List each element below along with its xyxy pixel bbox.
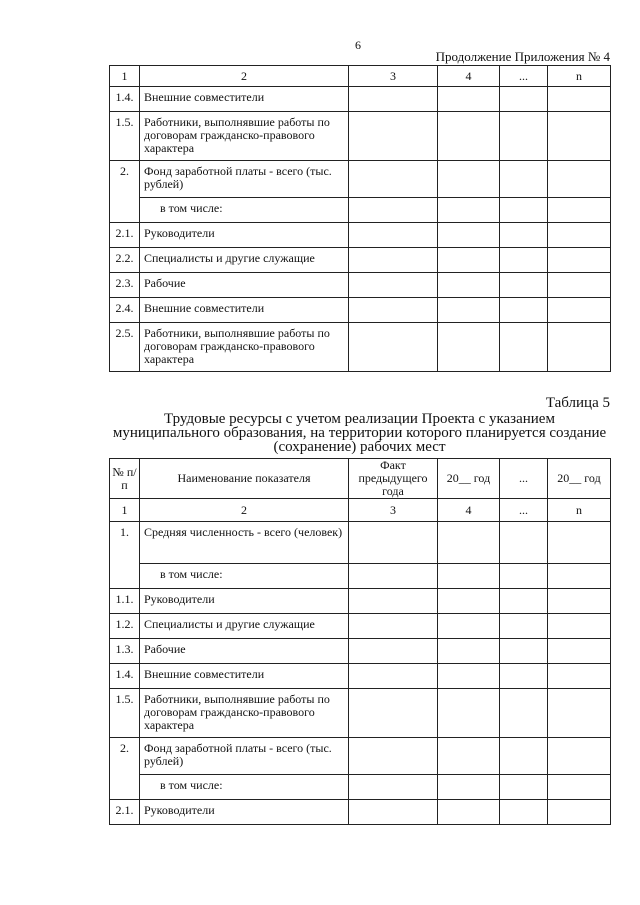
- table-5: [109, 458, 611, 825]
- value-cell: [500, 112, 548, 161]
- table-5-label: Таблица 5: [545, 395, 610, 411]
- value-cell: [349, 689, 438, 738]
- index-cell: ...: [500, 499, 548, 522]
- row-label: Руководители: [140, 223, 349, 248]
- header-cell: Наименование показателя: [140, 459, 349, 499]
- value-cell: [349, 198, 438, 223]
- row-label: Рабочие: [140, 639, 349, 664]
- value-cell: [548, 161, 611, 198]
- value-cell: [438, 223, 500, 248]
- value-cell: [548, 223, 611, 248]
- row-label: в том числе:: [140, 564, 349, 589]
- row-label: Внешние совместители: [140, 87, 349, 112]
- row-label: Средняя численность - всего (человек): [140, 522, 349, 564]
- value-cell: [438, 738, 500, 775]
- row-number: 1.3.: [110, 639, 140, 664]
- value-cell: [500, 248, 548, 273]
- row-number: 1.: [110, 522, 140, 589]
- value-cell: [500, 589, 548, 614]
- value-cell: [500, 614, 548, 639]
- value-cell: [500, 87, 548, 112]
- value-cell: [349, 775, 438, 800]
- value-cell: [500, 639, 548, 664]
- row-label: Специалисты и другие служащие: [140, 248, 349, 273]
- value-cell: [500, 323, 548, 372]
- row-number: 2.1.: [110, 800, 140, 825]
- value-cell: [349, 248, 438, 273]
- table-row: [110, 738, 611, 775]
- value-cell: [548, 112, 611, 161]
- value-cell: [500, 564, 548, 589]
- value-cell: [349, 273, 438, 298]
- table-row: [110, 273, 611, 298]
- value-cell: [548, 564, 611, 589]
- table-row: [110, 800, 611, 825]
- index-cell: 4: [438, 499, 500, 522]
- header-cell: № п/п: [110, 459, 140, 499]
- value-cell: [349, 664, 438, 689]
- row-number: 1.1.: [110, 589, 140, 614]
- value-cell: [548, 589, 611, 614]
- table-row: [110, 564, 611, 589]
- row-number: 2.5.: [110, 323, 140, 372]
- row-label: Внешние совместители: [140, 664, 349, 689]
- value-cell: [349, 522, 438, 564]
- row-number: 1.2.: [110, 614, 140, 639]
- value-cell: [349, 161, 438, 198]
- value-cell: [548, 298, 611, 323]
- row-number: 2.: [110, 738, 140, 800]
- value-cell: [500, 198, 548, 223]
- table-row: [110, 248, 611, 273]
- table-row: [110, 223, 611, 248]
- header-cell: 20__ год: [548, 459, 611, 499]
- value-cell: [548, 198, 611, 223]
- table-row: [110, 323, 611, 372]
- table-row: [110, 522, 611, 564]
- header-cell: n: [548, 66, 611, 87]
- value-cell: [548, 273, 611, 298]
- value-cell: [438, 161, 500, 198]
- index-cell: 1: [110, 499, 140, 522]
- value-cell: [500, 161, 548, 198]
- table-header-row: [110, 66, 611, 87]
- row-label: Фонд заработной платы - всего (тыс. рублей): [140, 738, 349, 775]
- header-cell: 20__ год: [438, 459, 500, 499]
- table-row: [110, 87, 611, 112]
- value-cell: [349, 564, 438, 589]
- value-cell: [548, 775, 611, 800]
- value-cell: [349, 298, 438, 323]
- value-cell: [500, 522, 548, 564]
- row-label: Работники, выполнявшие работы по договорам гражданско-правового характера: [140, 112, 349, 161]
- value-cell: [548, 248, 611, 273]
- value-cell: [438, 323, 500, 372]
- row-label: Рабочие: [140, 273, 349, 298]
- table-row: [110, 298, 611, 323]
- index-cell: 3: [349, 499, 438, 522]
- row-label: Специалисты и другие служащие: [140, 614, 349, 639]
- table-row: [110, 614, 611, 639]
- value-cell: [438, 298, 500, 323]
- row-label: Работники, выполнявшие работы по договорам гражданско-правового характера: [140, 323, 349, 372]
- value-cell: [548, 522, 611, 564]
- value-cell: [548, 87, 611, 112]
- value-cell: [500, 800, 548, 825]
- value-cell: [500, 775, 548, 800]
- value-cell: [349, 87, 438, 112]
- value-cell: [438, 112, 500, 161]
- value-cell: [349, 323, 438, 372]
- row-number: 2.2.: [110, 248, 140, 273]
- value-cell: [548, 639, 611, 664]
- value-cell: [349, 223, 438, 248]
- index-cell: n: [548, 499, 611, 522]
- value-cell: [438, 589, 500, 614]
- value-cell: [438, 614, 500, 639]
- row-label: в том числе:: [140, 775, 349, 800]
- row-number: 2.4.: [110, 298, 140, 323]
- row-label: Работники, выполнявшие работы по договорам гражданско-правового характера: [140, 689, 349, 738]
- value-cell: [349, 738, 438, 775]
- row-number: 1.4.: [110, 87, 140, 112]
- value-cell: [500, 738, 548, 775]
- value-cell: [548, 323, 611, 372]
- page-number: 6: [355, 38, 361, 52]
- row-number: 2.3.: [110, 273, 140, 298]
- value-cell: [438, 198, 500, 223]
- value-cell: [548, 689, 611, 738]
- table-row: [110, 112, 611, 161]
- row-label: в том числе:: [140, 198, 349, 223]
- row-number: 1.4.: [110, 664, 140, 689]
- value-cell: [349, 589, 438, 614]
- row-label: Руководители: [140, 589, 349, 614]
- header-cell: 2: [140, 66, 349, 87]
- index-cell: 2: [140, 499, 349, 522]
- value-cell: [438, 689, 500, 738]
- header-cell: 4: [438, 66, 500, 87]
- value-cell: [548, 664, 611, 689]
- value-cell: [500, 298, 548, 323]
- header-cell: 3: [349, 66, 438, 87]
- value-cell: [548, 738, 611, 775]
- value-cell: [500, 273, 548, 298]
- value-cell: [349, 800, 438, 825]
- continuation-note: Продолжение Приложения № 4: [435, 49, 610, 64]
- row-number: 1.5.: [110, 689, 140, 738]
- table-row: [110, 775, 611, 800]
- table-row: [110, 198, 611, 223]
- header-cell: ...: [500, 66, 548, 87]
- table-row: [110, 161, 611, 198]
- value-cell: [438, 639, 500, 664]
- value-cell: [438, 664, 500, 689]
- value-cell: [548, 614, 611, 639]
- row-label: Фонд заработной платы - всего (тыс. рублей): [140, 161, 349, 198]
- row-number: 1.5.: [110, 112, 140, 161]
- value-cell: [548, 800, 611, 825]
- table-row: [110, 589, 611, 614]
- value-cell: [438, 800, 500, 825]
- header-cell: ...: [500, 459, 548, 499]
- value-cell: [438, 522, 500, 564]
- value-cell: [438, 248, 500, 273]
- header-cell: Факт предыдущего года: [349, 459, 438, 499]
- value-cell: [438, 87, 500, 112]
- table-5-title: Трудовые ресурсы с учетом реализации Проекта с указанием муниципального образования, на территории которого планируется создание (сохранение) рабочих мест: [112, 411, 607, 455]
- table-row: [110, 639, 611, 664]
- header-cell: 1: [110, 66, 140, 87]
- row-number: 2.: [110, 161, 140, 223]
- value-cell: [349, 112, 438, 161]
- value-cell: [438, 564, 500, 589]
- value-cell: [500, 223, 548, 248]
- row-label: Руководители: [140, 800, 349, 825]
- value-cell: [349, 614, 438, 639]
- continued-table: [109, 65, 611, 372]
- row-label: Внешние совместители: [140, 298, 349, 323]
- table-row: [110, 689, 611, 738]
- value-cell: [500, 664, 548, 689]
- value-cell: [438, 775, 500, 800]
- row-number: 2.1.: [110, 223, 140, 248]
- table-row: [110, 664, 611, 689]
- value-cell: [438, 273, 500, 298]
- value-cell: [500, 689, 548, 738]
- value-cell: [349, 639, 438, 664]
- table-index-row: [110, 499, 611, 522]
- table-header-row: [110, 459, 611, 499]
